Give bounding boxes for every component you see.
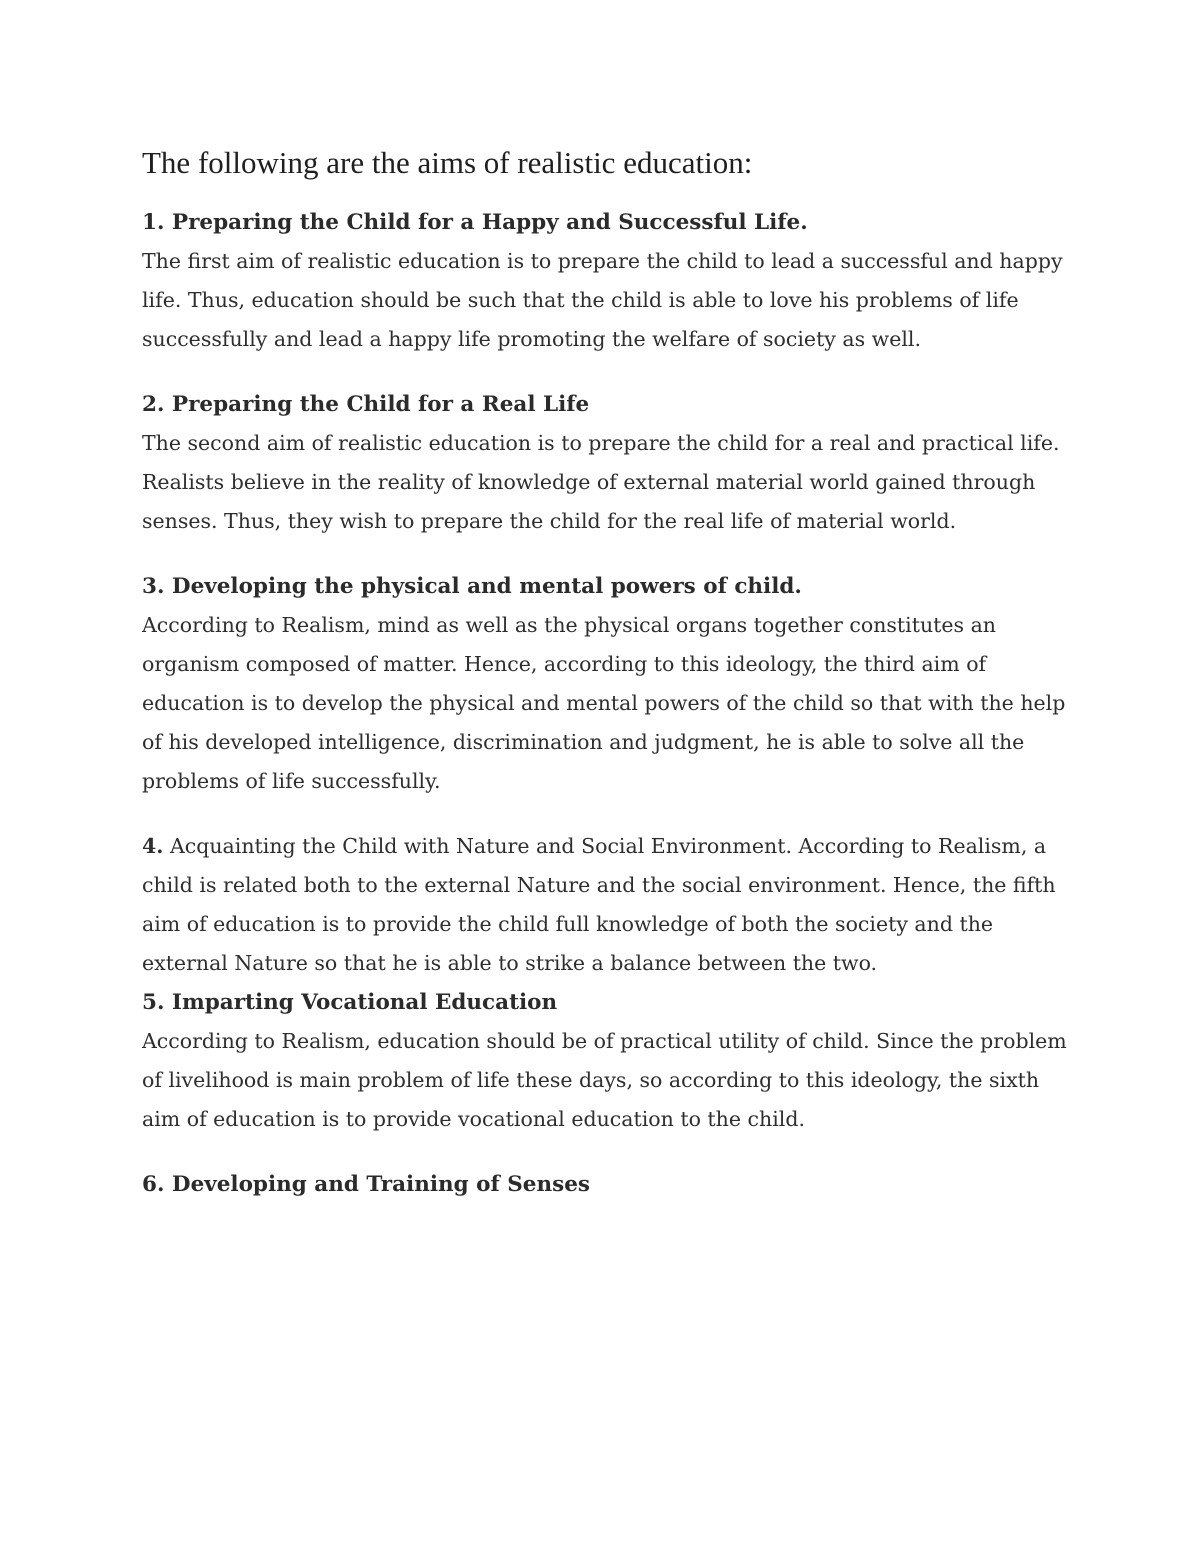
section-heading: 6. Developing and Training of Senses [142,1172,590,1197]
section-body: According to Realism, education should be of practical utility of child. Since the problem of livelihood is main problem of life these days, so according to this ideology, the sixth aim of education is to provide vocational education to the child. [142,1029,1067,1131]
section-body: The second aim of realistic education is to prepare the child for a real and practical life. Realists believe in the reality of knowledge of external material world gained through senses. Thus, they wish to prepare the child for the real life of material world. [142,431,1060,533]
section-4 [142,827,1072,983]
section-body-with-number [142,827,1072,983]
document-page [142,140,1072,1230]
section-heading: 2. Preparing the Child for a Real Life [142,392,590,417]
section-3 [142,567,1072,801]
section-1 [142,203,1072,359]
section-heading: 1. Preparing the Child for a Happy and Successful Life. [142,210,808,235]
section-body: The first aim of realistic education is to prepare the child to lead a successful and happy life. Thus, education should be such that the child is able to love his problems of life successfully and lead a happy life promoting the welfare of society as well. [142,249,1063,351]
document-title: The following are the aims of realistic education: [142,145,753,180]
section-body-text: Acquainting the Child with Nature and Social Environment. According to Realism, a child is related both to the external Nature and the social environment. Hence, the fifth aim of education is to provide the child full knowledge of both the society and the external Nature so that he is able to strike a balance between the two. [142,834,1056,975]
section-heading: 3. Developing the physical and mental powers of child. [142,574,802,599]
section-5 [142,983,1072,1139]
section-number: 4. [142,834,164,858]
section-body: According to Realism, mind as well as the physical organs together constitutes an organism composed of matter. Hence, according to this ideology, the third aim of education is to develop the physical and mental powers of the child so that with the help of his developed intelligence, discrimination and judgment, he is able to solve all the problems of life successfully. [142,613,1066,793]
section-heading: 5. Imparting Vocational Education [142,990,558,1015]
section-2 [142,385,1072,541]
section-6 [142,1165,1072,1204]
